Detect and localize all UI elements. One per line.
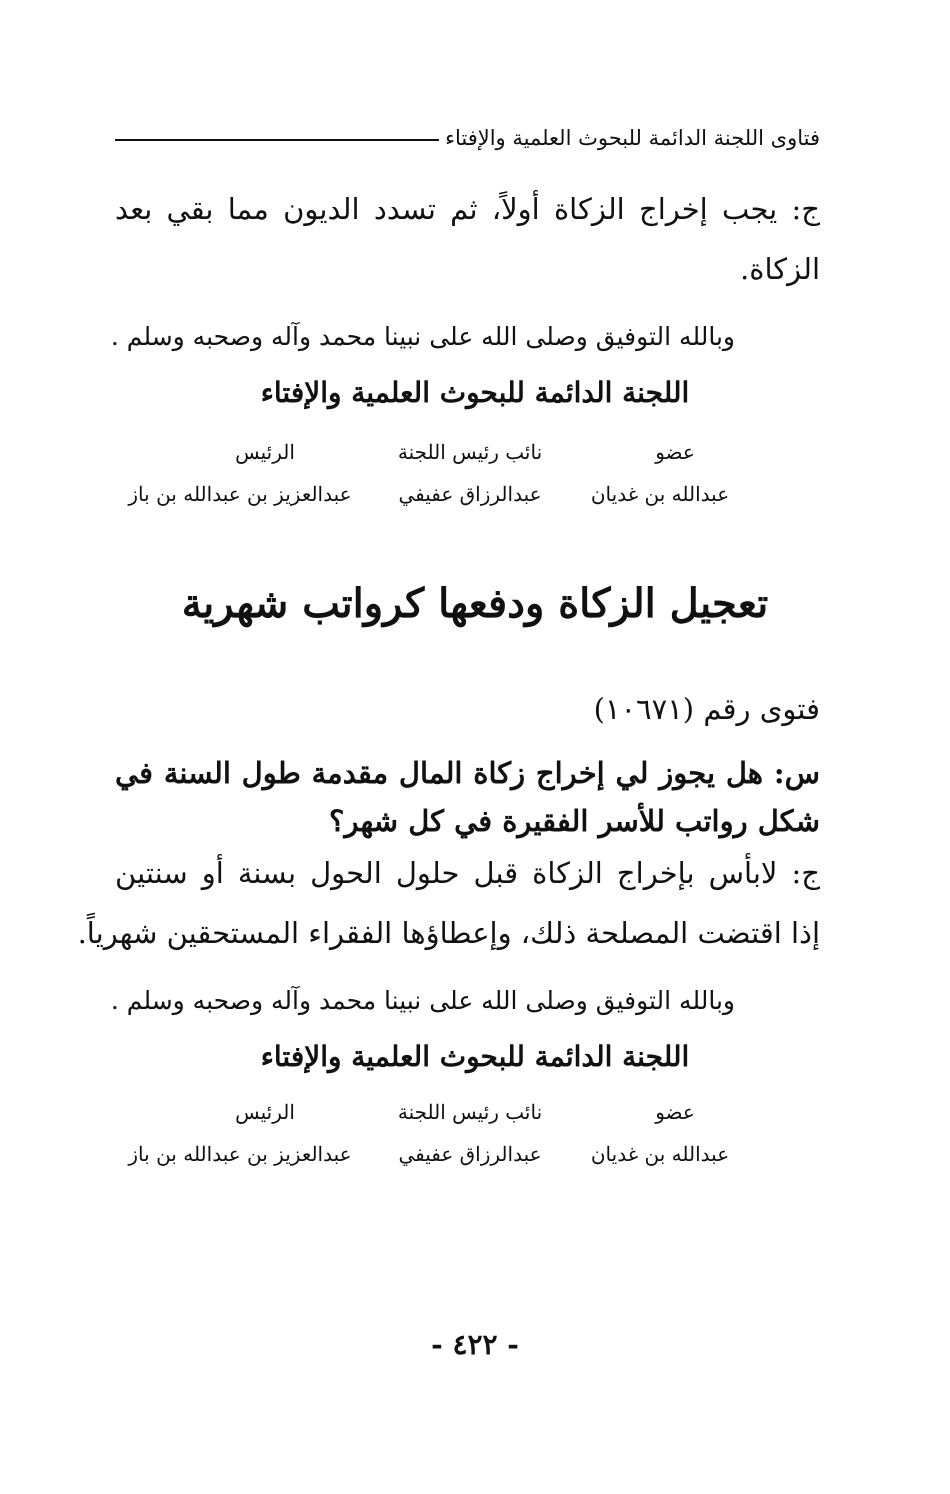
signatory-name: عبدالرزاق عفيفي <box>398 1142 542 1166</box>
closing-prayer: وبالله التوفيق وصلى الله على نبينا محمد وآله وصحبه وسلم . <box>110 986 735 1015</box>
page-number: - ٤٢٢ - <box>431 1328 519 1361</box>
answer-line-1: ج: يجب إخراج الزكاة أولاً، ثم تسدد الديون مما بقي بعد <box>115 192 820 226</box>
signatory-role: نائب رئيس اللجنة <box>397 440 543 464</box>
section-heading: تعجيل الزكاة ودفعها كرواتب شهرية <box>181 580 769 627</box>
signatory-role: عضو <box>655 1100 695 1124</box>
signatory-name: عبدالرزاق عفيفي <box>398 482 542 506</box>
committee-name: اللجنة الدائمة للبحوث العلمية والإفتاء <box>260 1040 690 1073</box>
signatory-name: عبدالله بن غديان <box>590 482 730 506</box>
fatwa-number: فتوى رقم (١٠٦٧١) <box>593 692 820 726</box>
signatory-role: الرئيس <box>235 440 295 464</box>
closing-prayer: وبالله التوفيق وصلى الله على نبينا محمد وآله وصحبه وسلم . <box>110 322 735 351</box>
signatory-role: الرئيس <box>235 1100 295 1124</box>
signatory-name: عبدالعزيز بن عبدالله بن باز <box>128 1142 352 1166</box>
answer-line-1: ج: لابأس بإخراج الزكاة قبل حلول الحول بسنة أو سنتين <box>115 856 820 890</box>
signatory-role: نائب رئيس اللجنة <box>397 1100 543 1124</box>
committee-name: اللجنة الدائمة للبحوث العلمية والإفتاء <box>260 376 690 409</box>
answer-line-2: الزكاة. <box>740 252 820 286</box>
header-title: فتاوى اللجنة الدائمة للبحوث العلمية والإفتاء <box>445 126 820 150</box>
signatory-role: عضو <box>655 440 695 464</box>
header-rule <box>115 139 439 141</box>
question-line-2: شكل رواتب للأسر الفقيرة في كل شهر؟ <box>329 804 820 838</box>
running-header <box>115 118 820 158</box>
signatory-name: عبدالله بن غديان <box>590 1142 730 1166</box>
answer-line-2: إذا اقتضت المصلحة ذلك، وإعطاؤها الفقراء المستحقين شهرياً. <box>77 916 820 950</box>
question-line-1: س: هل يجوز لي إخراج زكاة المال مقدمة طول السنة في <box>115 756 820 790</box>
signatory-name: عبدالعزيز بن عبدالله بن باز <box>128 482 352 506</box>
